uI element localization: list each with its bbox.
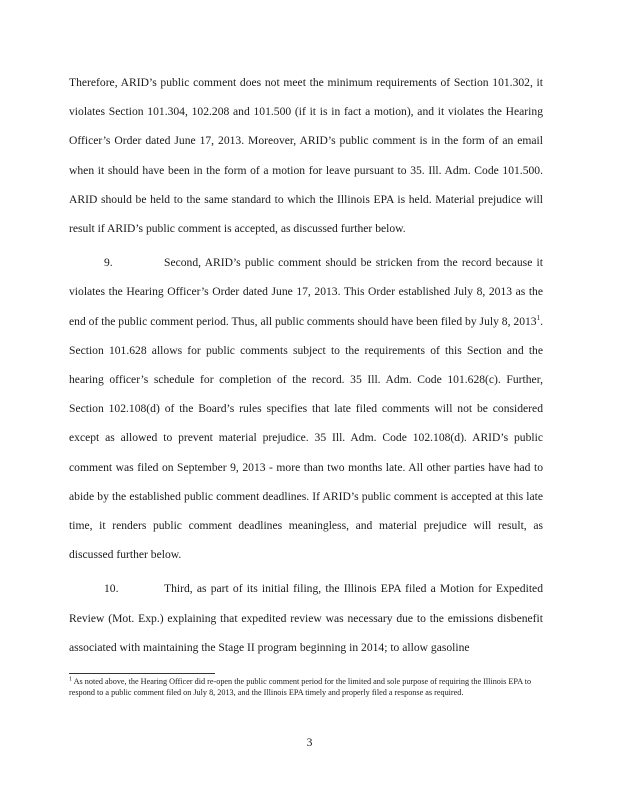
- footnote-marker: 1: [69, 676, 72, 683]
- footnote-text: As noted above, the Hearing Officer did re-open the public comment period for the limited and sole purpose of requiring the Illinois EPA to respond to a public comment filed on July 8, 2013, and the Illinois EPA timely and properly filed a response as required.: [69, 677, 532, 697]
- paragraph-text: Therefore, ARID’s public comment does not meet the minimum requirements of Section 101.302, it violates Section 101.304, 102.208 and 101.500 (if it is in fact a motion), and it violates the Hearing Officer’s Order dated June 17, 2013. Moreover, ARID’s public comment is in the form of an email when it should have been in the form of a motion for leave pursuant to 35. Ill. Adm. Code 101.500. ARID should be held to the same standard to which the Illinois EPA is held. Material prejudice will result if ARID’s public comment is accepted, as discussed further below.: [69, 76, 543, 236]
- footnote-reference[interactable]: 1: [536, 313, 541, 322]
- paragraph-continuation: [69, 68, 543, 243]
- paragraph-9: [69, 248, 543, 569]
- footnote-divider: [69, 673, 215, 674]
- footnote: [69, 676, 543, 698]
- body-text: [69, 68, 543, 667]
- paragraph-text: Second, ARID’s public comment should be stricken from the record because it violates the Hearing Officer’s Order dated June 17, 2013. This Order established July 8, 2013 as the end of the public comment period. Thus, all public comments should have been filed by July 8, 2013: [69, 256, 543, 328]
- paragraph-text: Third, as part of its initial filing, the Illinois EPA filed a Motion for Expedited Review (Mot. Exp.) explaining that expedited review was necessary due to the emissions disbenefit associated with maintaining the Stage II program beginning in 2014; to allow gasoline: [69, 582, 543, 654]
- page-number: 3: [306, 736, 313, 749]
- paragraph-text-cont: . Section 101.628 allows for public comments subject to the requirements of this Section and the hearing officer’s schedule for completion of the record. 35 Ill. Adm. Code 101.628(c). Further, Section 102.108(d) of the Board’s rules specifies that late filed comments will not be considered except as allowed to prevent material prejudice. 35 Ill. Adm. Code 102.108(d). ARID’s public comment was filed on September 9, 2013 - more than two months late. All other parties have had to abide by the established public comment deadlines. If ARID’s public comment is accepted at this late time, it renders public comment deadlines meaningless, and material prejudice will result, as discussed further below.: [69, 314, 543, 562]
- paragraph-10: [69, 574, 543, 662]
- paragraph-number: 10.: [104, 582, 119, 596]
- paragraph-number: 9.: [104, 256, 113, 270]
